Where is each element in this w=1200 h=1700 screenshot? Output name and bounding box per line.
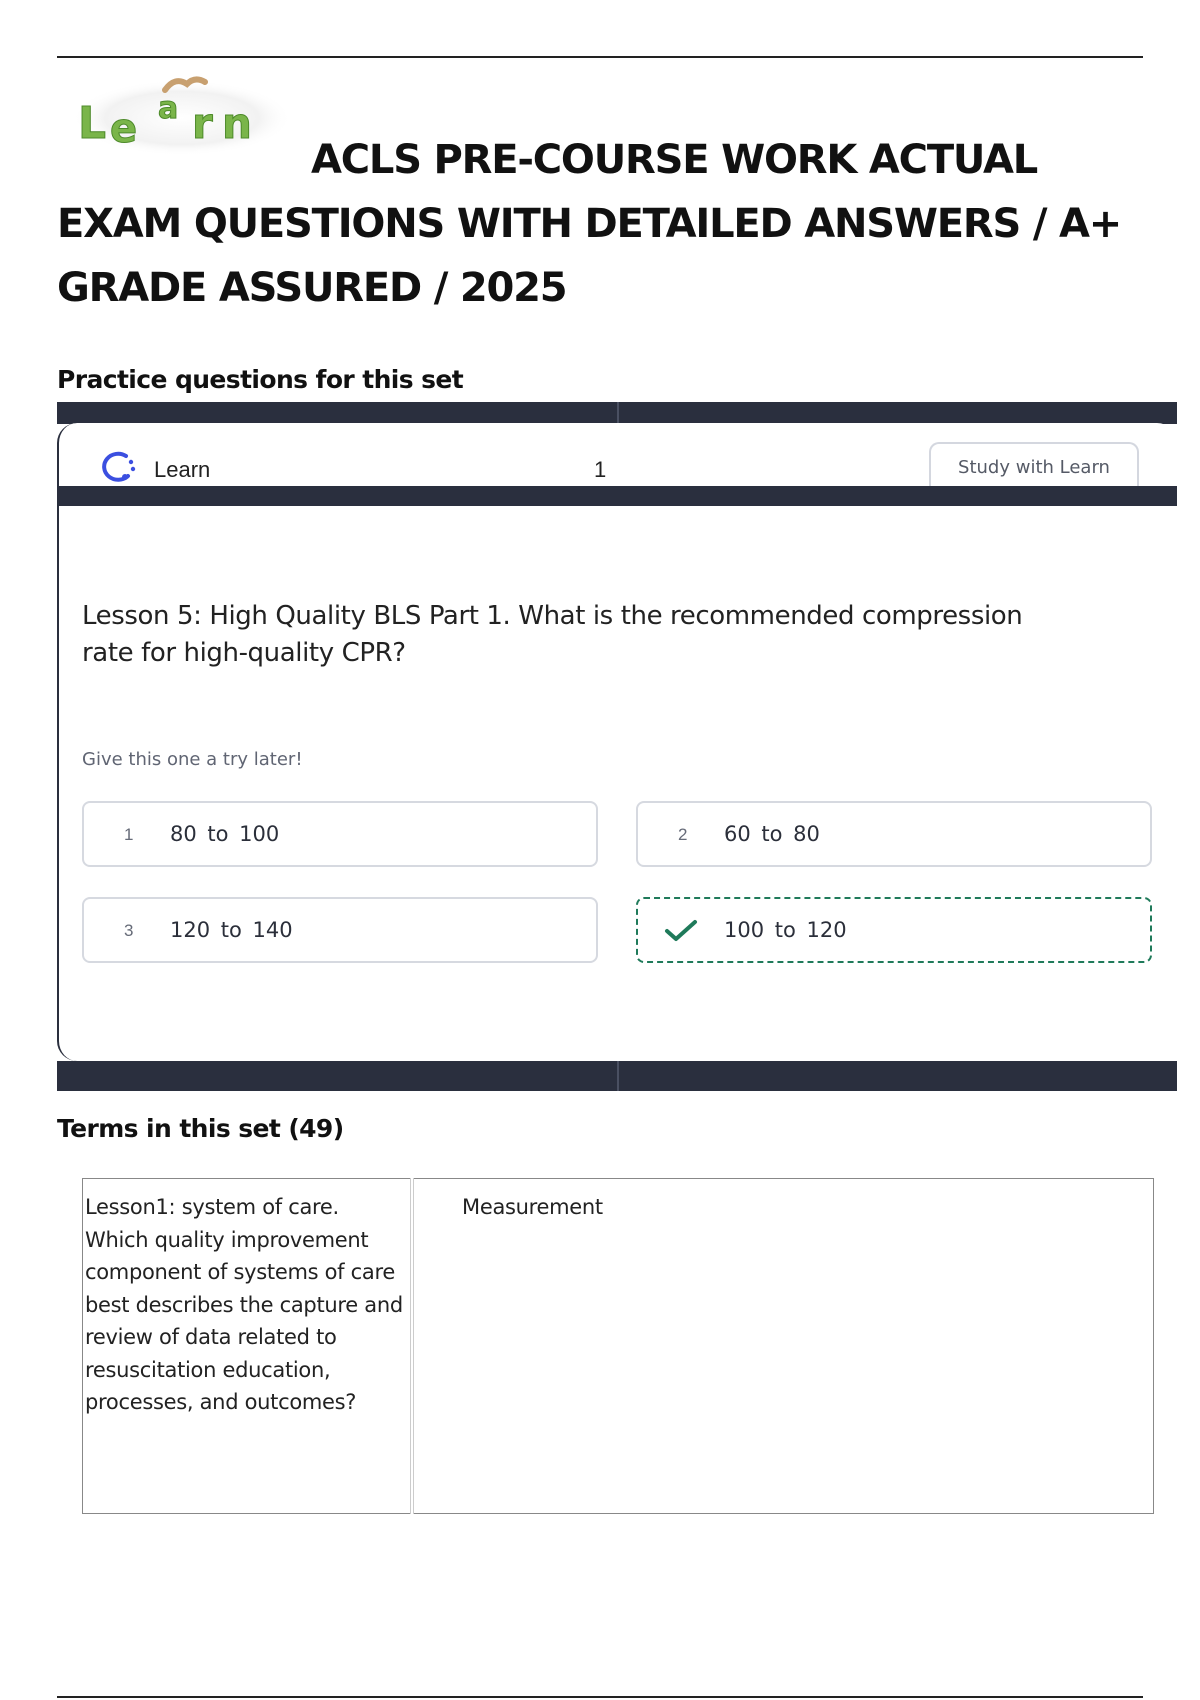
title-line-2: EXAM QUESTIONS WITH DETAILED ANSWERS / A+ (57, 201, 1122, 247)
widget-header-bar (57, 486, 1177, 506)
widget-frame-top (57, 402, 1177, 424)
svg-text:e: e (110, 106, 138, 152)
bottom-rule (57, 1696, 1143, 1698)
table-row (83, 1179, 1154, 1514)
practice-card (57, 423, 1177, 1061)
answer-option-correct[interactable] (636, 897, 1152, 963)
title-line-3: GRADE ASSURED / 2025 (57, 265, 567, 311)
widget-frame-bottom (57, 1061, 1177, 1091)
terms-table (82, 1178, 1154, 1514)
try-later-hint: Give this one a try later! (82, 749, 303, 770)
term-cell: Lesson1: system of care. Which quality improvement component of systems of care best describes the capture and review of data related to resuscitation education, processes, and outcomes? (83, 1179, 413, 1514)
terms-heading: Terms in this set (49) (57, 1114, 344, 1143)
option-number: 3 (124, 921, 134, 940)
option-text: 120 to 140 (170, 918, 293, 942)
practice-heading: Practice questions for this set (57, 365, 464, 394)
study-with-learn-button[interactable]: Study with Learn (929, 442, 1139, 486)
mode-label: Learn (154, 457, 211, 482)
option-number: 2 (678, 825, 688, 844)
question-counter: 1 (594, 457, 607, 482)
option-text: 80 to 100 (170, 822, 280, 846)
svg-text:r: r (192, 99, 213, 148)
definition-cell: Measurement (412, 1179, 1154, 1514)
check-icon (664, 919, 698, 943)
answer-option-2[interactable] (636, 801, 1152, 867)
question-text: Lesson 5: High Quality BLS Part 1. What is the recommended compression rate for high-quality CPR? (82, 601, 1023, 668)
top-rule (57, 56, 1143, 58)
answer-option-3[interactable] (82, 897, 598, 963)
option-text: 60 to 80 (724, 822, 820, 846)
option-number: 1 (124, 825, 134, 844)
svg-text:n: n (222, 99, 252, 148)
svg-text:a: a (158, 91, 179, 126)
learn-cycle-icon (96, 450, 138, 484)
title-line-1: ACLS PRE-COURSE WORK ACTUAL (311, 137, 1038, 183)
svg-text:L: L (78, 98, 107, 149)
document-title (57, 128, 1147, 320)
answer-option-1[interactable] (82, 801, 598, 867)
option-text: 100 to 120 (724, 918, 847, 942)
